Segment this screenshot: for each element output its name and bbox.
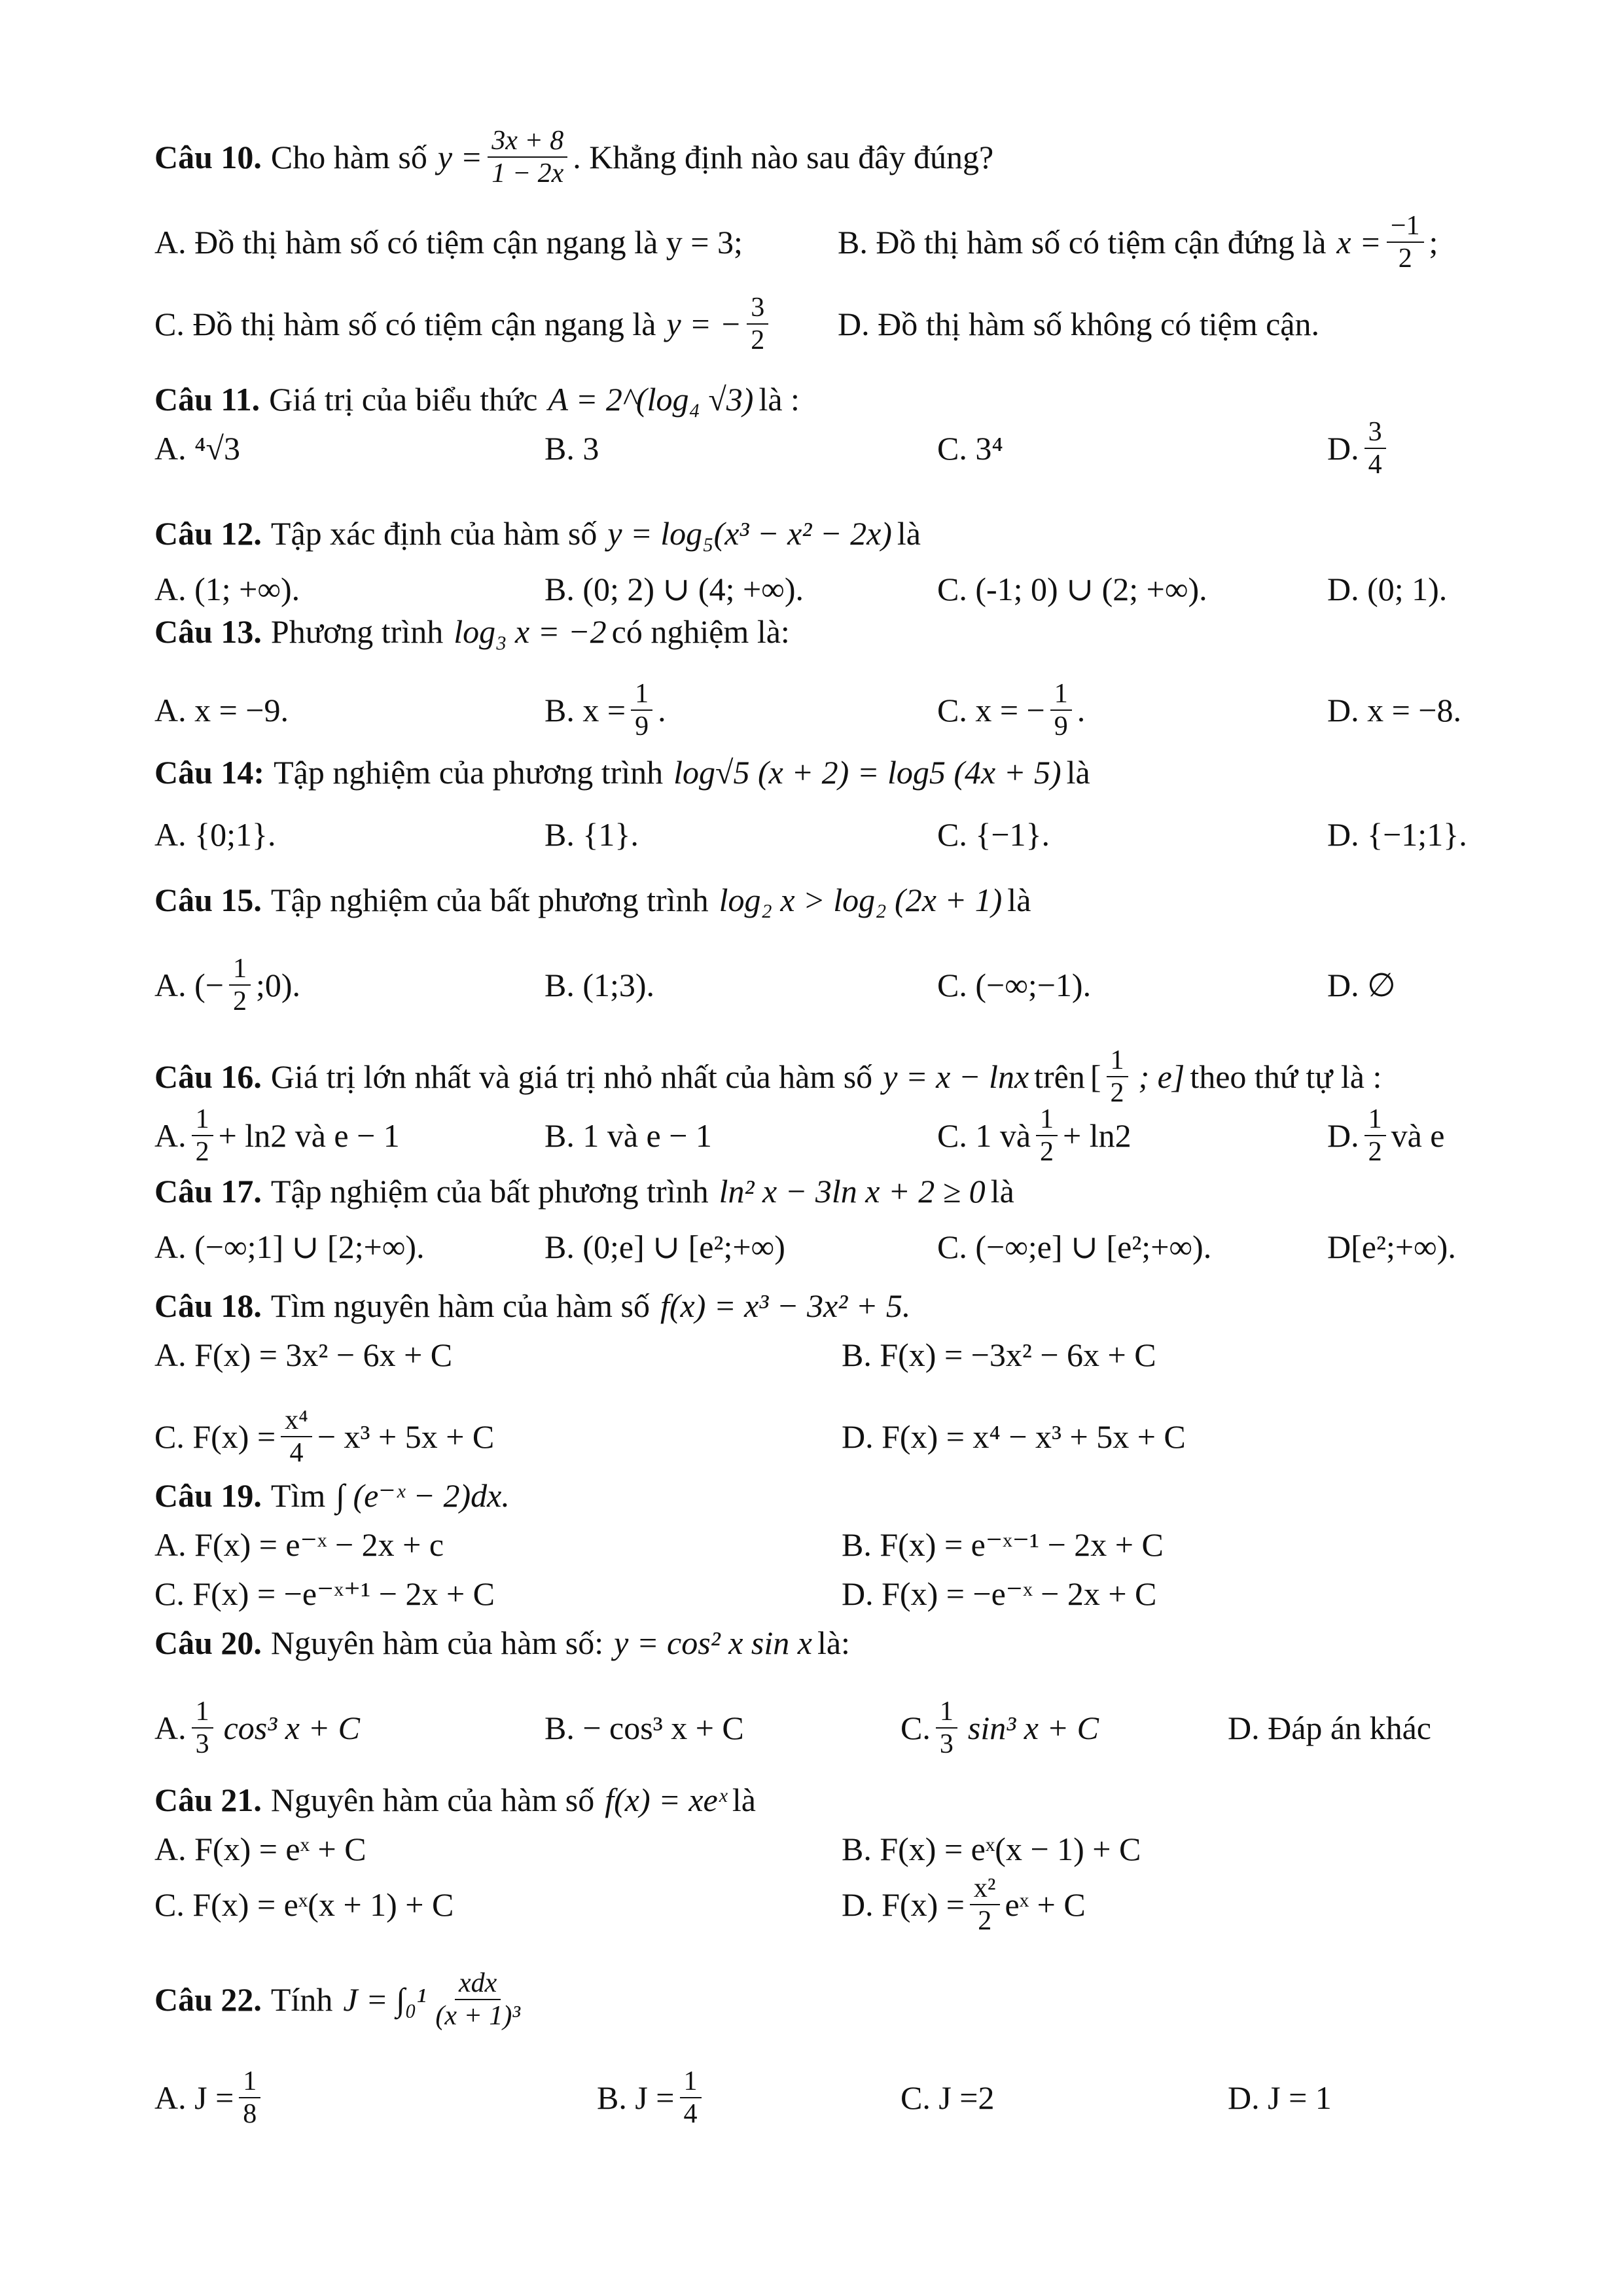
denominator: 4 (1368, 450, 1382, 480)
option-b-text: B. Đồ thị hàm số có tiệm cận đứng là (838, 224, 1327, 260)
formula-prefix: x = (1336, 224, 1382, 260)
question-line (154, 596, 790, 668)
option-d-text: D. x = −8. (1327, 692, 1462, 728)
option-d-text: D. J = 1 (1228, 2079, 1332, 2116)
option-b-text: B. {1}. (544, 816, 639, 853)
denominator: 2 (1368, 1137, 1382, 1167)
option-c-text: C. F(x) = eˣ(x + 1) + C (154, 1886, 454, 1923)
formula: log₂ x > log₂ (2x + 1) (719, 882, 1003, 918)
option-c-tail: sin³ x + C (967, 1710, 1099, 1746)
option-b-text: B. 3 (544, 430, 599, 467)
denominator: 3 (195, 1729, 209, 1759)
option-a[interactable] (154, 206, 743, 278)
option-d[interactable] (838, 288, 1319, 360)
option-a[interactable] (154, 798, 276, 870)
denominator: 2 (1040, 1137, 1054, 1167)
options-row (0, 949, 1623, 1021)
question-number: Câu 22. (154, 1981, 262, 2018)
option-d[interactable] (1327, 949, 1396, 1021)
options-row (0, 1869, 1623, 1941)
question-text: Cho hàm số (270, 139, 427, 175)
denominator: 4 (289, 1438, 304, 1468)
numerator: 1 (192, 1105, 213, 1136)
option-d-text: D. F(x) = x⁴ − x³ + 5x + C (842, 1418, 1186, 1455)
option-c[interactable] (937, 674, 1085, 746)
option-a-tail: cos³ x + C (223, 1710, 361, 1746)
option-a-text: A. F(x) = 3x² − 6x + C (154, 1336, 453, 1373)
option-c-label: C. x = − (937, 692, 1045, 728)
option-b-text: B. (0; 2) ∪ (4; +∞). (544, 571, 804, 607)
option-c-label: C. (901, 1710, 931, 1746)
option-d-text: D. F(x) = −e⁻ˣ − 2x + C (842, 1575, 1157, 1612)
numerator: 1 (239, 2067, 260, 2098)
question-number: Câu 21. (154, 1782, 262, 1818)
denominator: (x + 1)³ (435, 2001, 520, 2031)
question-13 (0, 596, 1623, 668)
formula-prefix: J = ∫₀¹ (343, 1981, 427, 2018)
options-row (0, 1319, 1623, 1391)
option-b[interactable] (544, 1692, 744, 1764)
option-a-label: A. (154, 1117, 187, 1154)
option-a-tail: ;0). (255, 967, 301, 1003)
denominator: 9 (1054, 711, 1068, 742)
question-text: Nguyên hàm của hàm số: (270, 1624, 604, 1661)
numerator: xdx (455, 1969, 501, 2000)
numerator: 1 (936, 1697, 957, 1729)
option-a[interactable] (154, 412, 240, 484)
fraction (936, 1697, 957, 1759)
option-c[interactable] (901, 2055, 995, 2140)
denominator: 1 − 2x (491, 158, 564, 188)
option-b-text: B. (1;3). (544, 967, 655, 1003)
formula: ln² x − 3ln x + 2 ≥ 0 (719, 1173, 986, 1210)
option-b-text: B. − cos³ x + C (544, 1710, 744, 1746)
denominator: 3 (939, 1729, 954, 1759)
question-number: Câu 16. (154, 1058, 262, 1095)
fraction (229, 954, 251, 1016)
option-c[interactable] (901, 1692, 1099, 1764)
options-row (0, 674, 1623, 746)
question-text: Giá trị lớn nhất và giá trị nhỏ nhất của hàm số (270, 1058, 873, 1095)
question-14 (0, 736, 1623, 808)
option-b-text: B. F(x) = −3x² − 6x + C (842, 1336, 1156, 1373)
question-text: Tập xác định của hàm số (270, 515, 597, 552)
options-row (0, 1692, 1623, 1764)
numerator: 1 (680, 2067, 702, 2098)
question-tail: là: (817, 1624, 850, 1661)
numerator: 1 (1107, 1046, 1128, 1077)
interval-close: ; e] (1138, 1058, 1185, 1095)
option-c-label: C. 1 và (937, 1117, 1031, 1154)
option-a-label: A. (154, 1710, 187, 1746)
denominator: 8 (243, 2099, 257, 2129)
numerator: x⁴ (281, 1406, 312, 1437)
denominator: 9 (635, 711, 649, 742)
fraction (1364, 418, 1386, 479)
numerator: 1 (192, 1697, 213, 1729)
fraction (239, 2067, 260, 2128)
option-d-label: D. F(x) = (842, 1886, 965, 1923)
formula-prefix: y = (437, 139, 483, 175)
formula: ∫ (e⁻ˣ − 2)dx. (336, 1477, 510, 1514)
option-b-text: B. (0;e] ∪ [e²;+∞) (544, 1229, 785, 1265)
question-number: Câu 14: (154, 754, 265, 791)
option-a[interactable] (154, 674, 289, 746)
option-c[interactable] (154, 1869, 454, 1941)
option-b-tail: . (658, 692, 666, 728)
option-a-tail: + ln2 và e − 1 (218, 1117, 400, 1154)
question-number: Câu 10. (154, 139, 262, 175)
options-row (0, 288, 1623, 360)
option-d-label: D. (1327, 430, 1359, 467)
option-c-text: C. Đồ thị hàm số có tiệm cận ngang là (154, 306, 656, 342)
question-20 (0, 1607, 1623, 1679)
question-tail: là (897, 515, 921, 552)
fraction (680, 2067, 702, 2128)
denominator: 2 (751, 325, 765, 355)
numerator: 1 (229, 954, 251, 986)
formula-prefix: y = − (666, 306, 742, 342)
option-a[interactable] (154, 1692, 360, 1764)
option-b[interactable] (842, 1319, 1156, 1391)
option-b-text: B. F(x) = e⁻ˣ⁻¹ − 2x + C (842, 1526, 1164, 1563)
question-tail: là (1066, 754, 1090, 791)
question-number: Câu 13. (154, 613, 262, 650)
question-number: Câu 12. (154, 515, 262, 552)
numerator: 3 (1364, 418, 1386, 449)
denominator: 2 (195, 1137, 209, 1167)
denominator: 4 (683, 2099, 698, 2129)
option-a-text: A. Đồ thị hàm số có tiệm cận ngang là y = 3; (154, 224, 743, 260)
fraction (631, 679, 652, 741)
option-b[interactable] (544, 798, 639, 870)
option-c-text: C. F(x) = −e⁻ˣ⁺¹ − 2x + C (154, 1575, 495, 1612)
question-line (154, 864, 1031, 936)
question-text: Tính (270, 1981, 333, 2018)
numerator: −1 (1387, 211, 1424, 243)
formula: log₃ x = −2 (454, 613, 607, 650)
question-tail: có nghiệm là: (611, 613, 790, 650)
option-d-text: D. ∅ (1327, 967, 1396, 1003)
fraction (747, 293, 768, 355)
numerator: 3 (747, 293, 768, 325)
option-d[interactable] (1327, 798, 1467, 870)
formula: f(x) = xeˣ (605, 1782, 727, 1818)
formula: f(x) = x³ − 3x² + 5. (660, 1287, 911, 1324)
question-22 (0, 1950, 1623, 2049)
options-row (0, 798, 1623, 870)
option-d-text: D. {−1;1}. (1327, 816, 1467, 853)
option-c-text: C. (-1; 0) ∪ (2; +∞). (937, 571, 1207, 607)
denominator: 2 (1398, 243, 1412, 274)
fraction (1387, 211, 1424, 273)
option-d[interactable] (1327, 674, 1461, 746)
question-text: Tập nghiệm của bất phương trình (270, 882, 709, 918)
option-d-label: D. (1327, 1117, 1359, 1154)
fraction (1107, 1046, 1128, 1107)
formula: y = log₅(x³ − x² − 2x) (607, 515, 892, 552)
question-text: Nguyên hàm của hàm số (270, 1782, 595, 1818)
option-b[interactable] (544, 412, 599, 484)
option-b-text: B. F(x) = eˣ(x − 1) + C (842, 1831, 1141, 1867)
question-text: Tập nghiệm của bất phương trình (270, 1173, 709, 1210)
option-a-text: A. F(x) = eˣ + C (154, 1831, 366, 1867)
option-c-tail: + ln2 (1063, 1117, 1132, 1154)
denominator: 2 (1110, 1078, 1124, 1108)
question-text: Tìm nguyên hàm của hàm số (270, 1287, 650, 1324)
question-tail: là (1007, 882, 1031, 918)
fraction (431, 1969, 524, 2030)
option-a-text: A. ⁴√3 (154, 430, 240, 467)
option-a[interactable] (154, 1319, 452, 1391)
option-b[interactable] (838, 206, 1438, 278)
question-text: Tìm (270, 1477, 326, 1514)
option-c-text: C. {−1}. (937, 816, 1050, 853)
numerator: 1 (1036, 1105, 1058, 1136)
option-b-label: B. J = (597, 2079, 675, 2116)
options-row (0, 206, 1623, 278)
option-a-text: A. (1; +∞). (154, 571, 300, 607)
formula: y = cos² x sin x (614, 1624, 812, 1661)
fraction (1050, 679, 1072, 741)
option-c-text: C. 3⁴ (937, 430, 1003, 467)
option-c-text: C. J =2 (901, 2079, 995, 2116)
option-c-tail: − x³ + 5x + C (317, 1418, 495, 1455)
question-number: Câu 15. (154, 882, 262, 918)
denominator: 2 (232, 986, 247, 1016)
option-d[interactable] (1228, 1692, 1431, 1764)
option-c-label: C. F(x) = (154, 1418, 276, 1455)
option-c-text: C. (−∞;−1). (937, 967, 1092, 1003)
question-number: Câu 20. (154, 1624, 262, 1661)
fraction (488, 126, 567, 188)
question-tail: là (732, 1782, 756, 1818)
options-row (0, 2055, 1623, 2140)
formula: A = 2^(log₄ √3) (548, 381, 754, 418)
question-line (154, 1607, 850, 1679)
question-number: Câu 18. (154, 1287, 262, 1324)
formula: y = x − lnx (883, 1058, 1029, 1095)
option-d-text: D. Đồ thị hàm số không có tiệm cận. (838, 306, 1319, 342)
option-d-tail: và e (1391, 1117, 1445, 1154)
option-c[interactable] (937, 412, 1003, 484)
numerator: 1 (1050, 679, 1072, 711)
option-c-text: C. (−∞;e] ∪ [e²;+∞). (937, 1229, 1212, 1265)
question-text: Tập nghiệm của phương trình (274, 754, 664, 791)
option-b-tail: ; (1429, 224, 1438, 260)
option-a[interactable] (154, 2055, 266, 2140)
option-b-label: B. x = (544, 692, 626, 728)
option-b[interactable] (544, 949, 654, 1021)
question-tail: là (990, 1173, 1014, 1210)
question-tail: . Khẳng định nào sau đây đúng? (573, 139, 994, 175)
option-a-label: A. J = (154, 2079, 234, 2116)
option-b-text: B. 1 và e − 1 (544, 1117, 712, 1154)
question-text: Phương trình (270, 613, 444, 650)
option-d[interactable] (842, 1869, 1086, 1941)
question-mid: trên (1034, 1058, 1085, 1095)
option-c[interactable] (154, 288, 774, 360)
numerator: 3x + 8 (488, 126, 567, 158)
option-a-text: A. (−∞;1] ∪ [2;+∞). (154, 1229, 425, 1265)
question-number: Câu 19. (154, 1477, 262, 1514)
numerator: 1 (631, 679, 652, 711)
option-d-text: D. Đáp án khác (1228, 1710, 1431, 1746)
question-text: Giá trị của biểu thức (269, 381, 538, 418)
option-a-text: A. {0;1}. (154, 816, 276, 853)
fraction (192, 1697, 213, 1759)
formula: log√5 (x + 2) = log5 (4x + 5) (673, 754, 1061, 791)
option-a[interactable] (154, 949, 300, 1021)
question-line (154, 121, 993, 193)
option-d-tail: eˣ + C (1005, 1886, 1086, 1923)
numerator: 1 (1364, 1105, 1386, 1136)
option-c[interactable] (937, 798, 1050, 870)
option-d-text: D[e²;+∞). (1327, 1229, 1456, 1265)
option-c[interactable] (937, 949, 1091, 1021)
question-number: Câu 11. (154, 381, 260, 418)
option-d[interactable] (1228, 2055, 1332, 2140)
question-15 (0, 864, 1623, 936)
option-c-tail: . (1077, 692, 1086, 728)
question-line (154, 736, 1090, 808)
option-a-text: A. F(x) = e⁻ˣ − 2x + c (154, 1526, 444, 1563)
question-10 (0, 121, 1623, 193)
numerator: x² (970, 1874, 1000, 1905)
option-a-text: A. x = −9. (154, 692, 289, 728)
option-a-label: A. (− (154, 967, 224, 1003)
option-b[interactable] (544, 674, 666, 746)
question-line (154, 1950, 529, 2049)
question-tail: theo thứ tự là : (1190, 1058, 1382, 1095)
fraction (281, 1406, 312, 1467)
fraction (970, 1874, 1000, 1935)
option-d-text: D. (0; 1). (1327, 571, 1448, 607)
question-tail: là : (758, 381, 800, 418)
options-row (0, 412, 1623, 484)
option-b[interactable] (597, 2055, 707, 2140)
question-number: Câu 17. (154, 1173, 262, 1210)
interval-open: [ (1090, 1058, 1101, 1095)
denominator: 2 (978, 1906, 992, 1936)
option-d[interactable] (1327, 412, 1391, 484)
